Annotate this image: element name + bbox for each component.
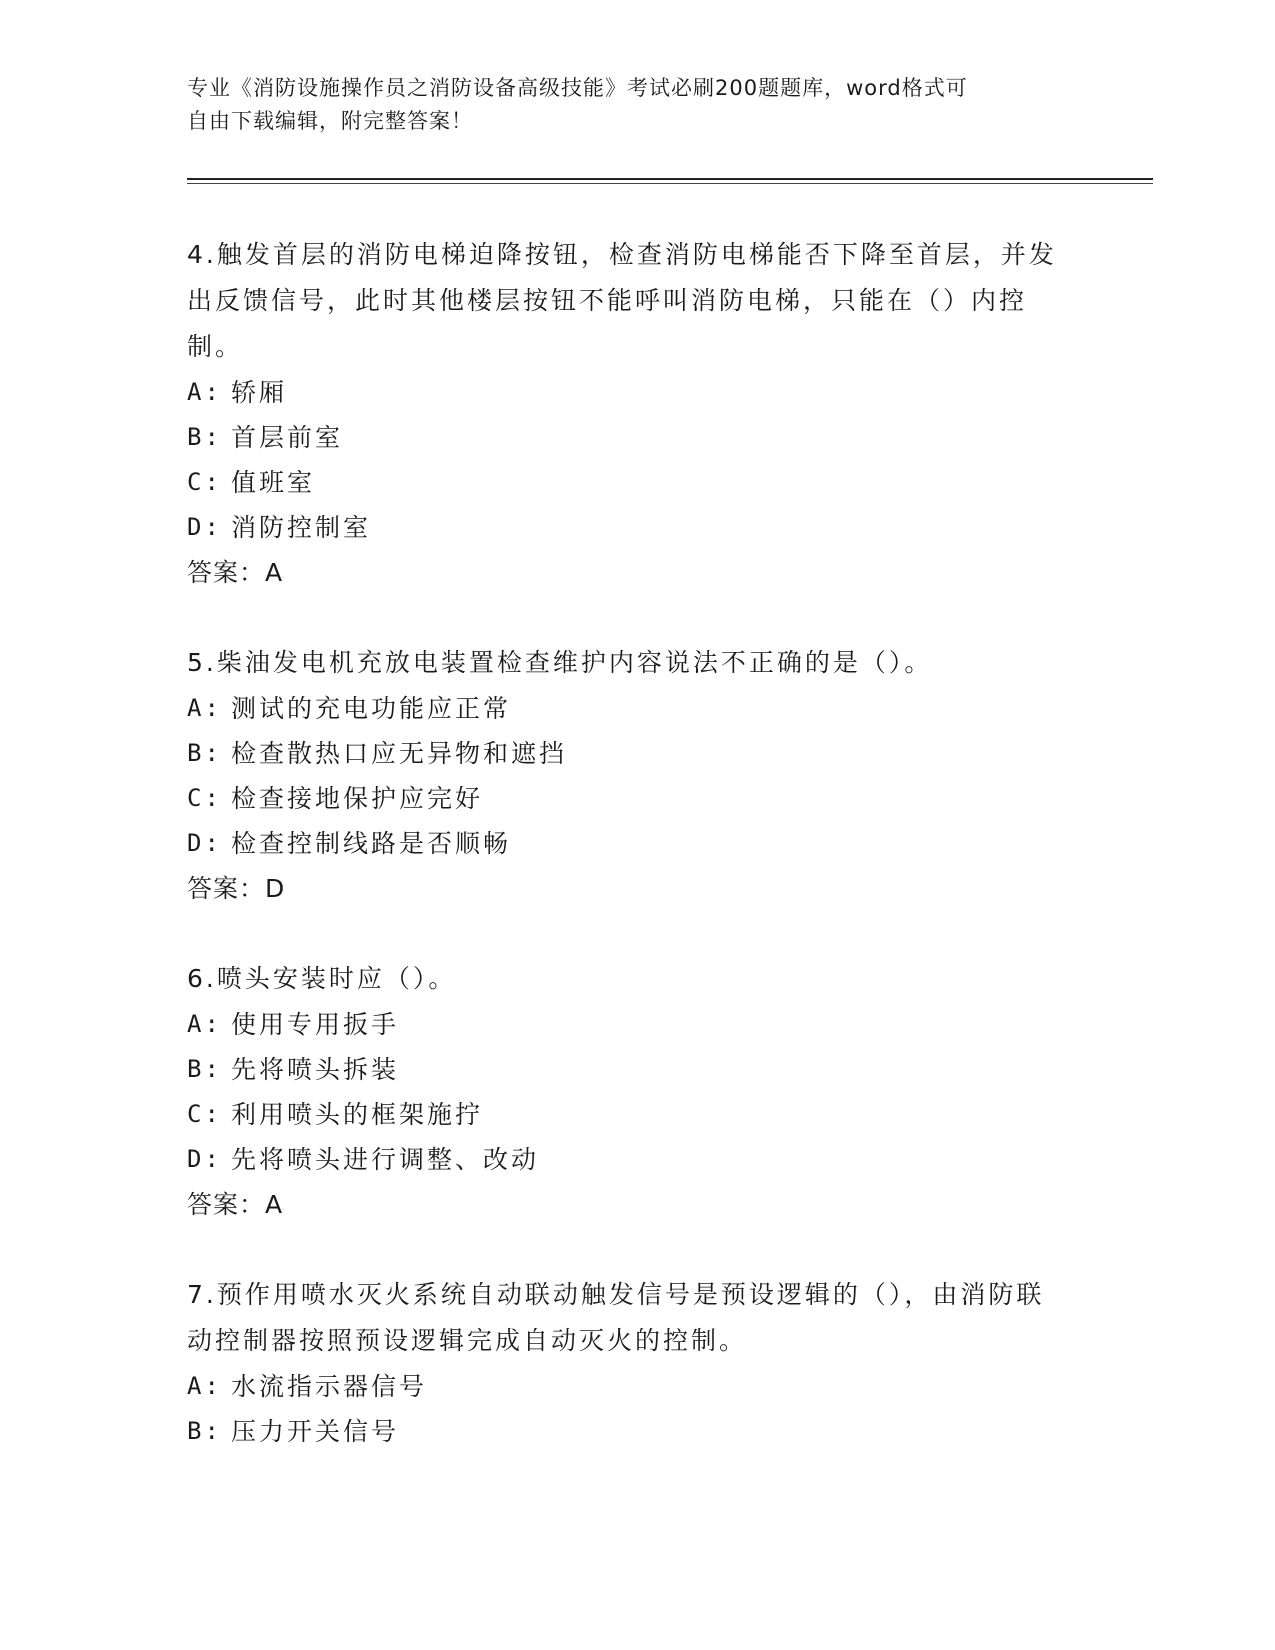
option-c [187,776,1067,821]
question-item [187,1272,1067,1454]
answer-value: A [265,558,284,587]
option-text: 值班室 [231,468,316,497]
option-text: 检查接地保护应完好 [231,784,484,813]
option-d [187,505,1067,550]
option-c [187,1092,1067,1137]
option-letter: D: [187,1145,222,1173]
answer-line [187,866,1067,911]
option-text: 消防控制室 [231,513,372,542]
answer-label: 答案： [187,1190,266,1219]
header-line-1: 专业《消防设施操作员之消防设备高级技能》考试必刷200题题库，word格式可 [187,76,968,100]
option-text: 测试的充电功能应正常 [231,694,512,723]
question-text: 6.喷头安装时应（）。 [187,964,457,993]
answer-line [187,550,1067,595]
header-line-2: 自由下载编辑，附完整答案！ [187,109,473,133]
option-letter: B: [187,1417,222,1445]
option-text: 压力开关信号 [231,1417,400,1446]
question-item [187,956,1067,1227]
option-text: 使用专用扳手 [231,1010,400,1039]
header-divider-thin [187,183,1153,184]
option-a [187,1364,1067,1409]
option-letter: A: [187,1010,222,1038]
answer-label: 答案： [187,874,266,903]
answer-value: A [265,1190,284,1219]
option-text: 检查控制线路是否顺畅 [231,829,512,858]
option-letter: A: [187,1372,222,1400]
option-d [187,821,1067,866]
option-b [187,415,1067,460]
option-text: 先将喷头进行调整、改动 [231,1145,540,1174]
answer-line [187,1182,1067,1227]
option-text: 利用喷头的框架施拧 [231,1100,484,1129]
option-letter: A: [187,694,222,722]
option-d [187,1137,1067,1182]
question-list [187,232,1067,1499]
option-a [187,1002,1067,1047]
option-b [187,731,1067,776]
option-b [187,1409,1067,1454]
option-text: 水流指示器信号 [231,1372,428,1401]
option-text: 检查散热口应无异物和遮挡 [231,739,568,768]
option-text: 轿厢 [231,378,288,407]
option-text: 先将喷头拆装 [231,1055,400,1084]
question-text: 4.触发首层的消防电梯迫降按钮，检查消防电梯能否下降至首层，并发出反馈信号，此时其他楼层按钮不能呼叫消防电梯，只能在（）内控制。 [187,240,1057,361]
question-text: 5.柴油发电机充放电装置检查维护内容说法不正确的是（）。 [187,648,933,677]
option-b [187,1047,1067,1092]
option-text: 首层前室 [231,423,344,452]
question-item [187,640,1067,911]
option-letter: A: [187,378,222,406]
option-letter: B: [187,739,222,767]
option-letter: B: [187,1055,222,1083]
option-letter: C: [187,1100,222,1128]
question-item [187,232,1067,595]
header-divider-thick [187,178,1153,180]
option-letter: C: [187,784,222,812]
option-c [187,460,1067,505]
option-letter: D: [187,513,222,541]
document-header [187,72,1067,138]
option-letter: C: [187,468,222,496]
answer-label: 答案： [187,558,266,587]
question-text: 7.预作用喷水灭火系统自动联动触发信号是预设逻辑的（），由消防联动控制器按照预设逻辑完成自动灭火的控制。 [187,1280,1045,1355]
option-letter: D: [187,829,222,857]
option-a [187,686,1067,731]
answer-value: D [265,874,286,903]
option-a [187,370,1067,415]
option-letter: B: [187,423,222,451]
